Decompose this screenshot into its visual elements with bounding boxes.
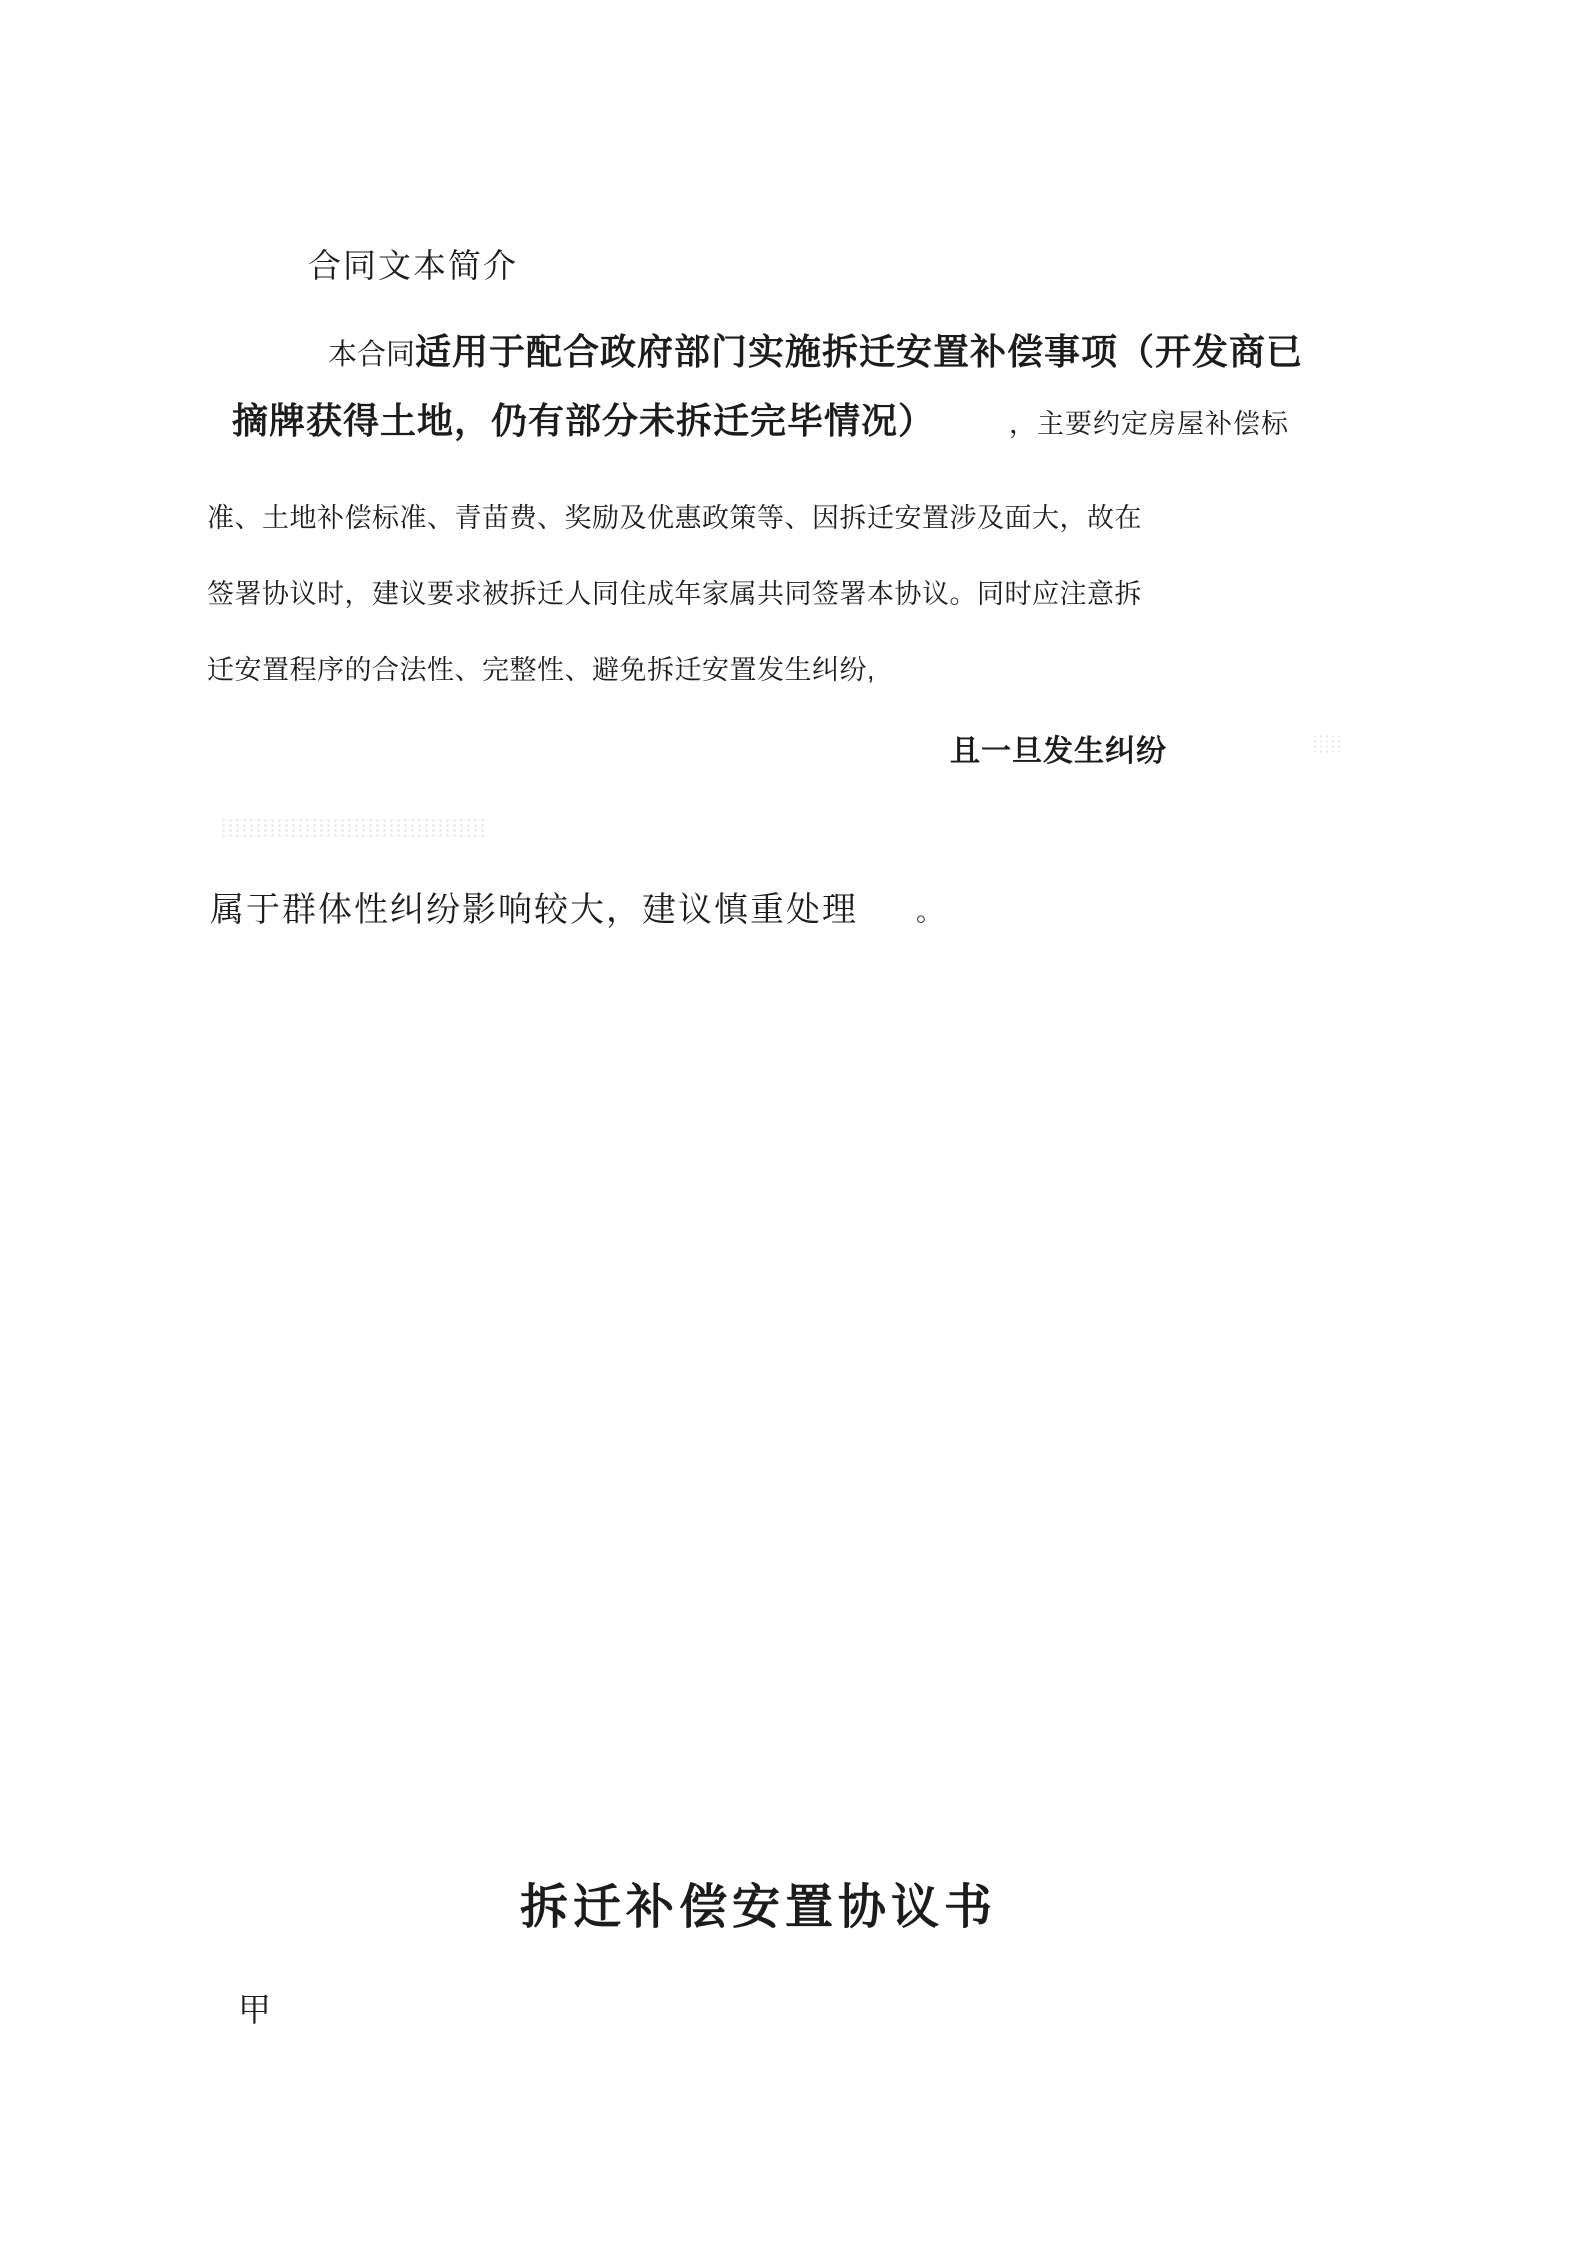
intro-paragraph-line-1 [328, 324, 1303, 375]
agreement-main-title: 拆迁补偿安置协议书 [520, 1881, 998, 1934]
intro-conclusion-text: 属于群体性纠纷影响较大，建议慎重处理 [210, 891, 858, 929]
faded-ghost-text-line [220, 818, 488, 838]
intro-paragraph-line-2 [232, 393, 1289, 444]
intro-dispute-note-text: 且一旦发生纠纷 [950, 735, 1167, 768]
intro-line2-small-text: ，主要约定房屋补偿标 [1009, 409, 1290, 439]
faded-artifact-smudge [1312, 734, 1342, 754]
intro-paragraph-line-5: 迁安置程序的合法性、完整性、避免拆迁安置发生纠纷, [207, 655, 876, 685]
intro-paragraph-line-3: 准、土地补偿标准、青苗费、奖励及优惠政策等、因拆迁安置涉及面大，故在 [207, 503, 1142, 533]
intro-paragraph-line-4: 签署协议时，建议要求被拆迁人同住成年家属共同签署本协议。同时应注意拆 [207, 579, 1142, 609]
intro-line1-bold-text: 适用于配合政府部门实施拆迁安置补偿事项（开发商已 [415, 331, 1304, 372]
intro-line2-bold-text: 摘牌获得土地，仍有部分未拆迁完毕情况） [232, 400, 918, 441]
intro-conclusion-period: 。 [916, 897, 945, 927]
intro-section-heading: 合同文本简介 [308, 247, 518, 284]
intro-conclusion-line [210, 882, 945, 931]
party-a-label: 甲 [238, 1991, 271, 2028]
intro-line1-lead-text: 本合同 [328, 339, 416, 371]
